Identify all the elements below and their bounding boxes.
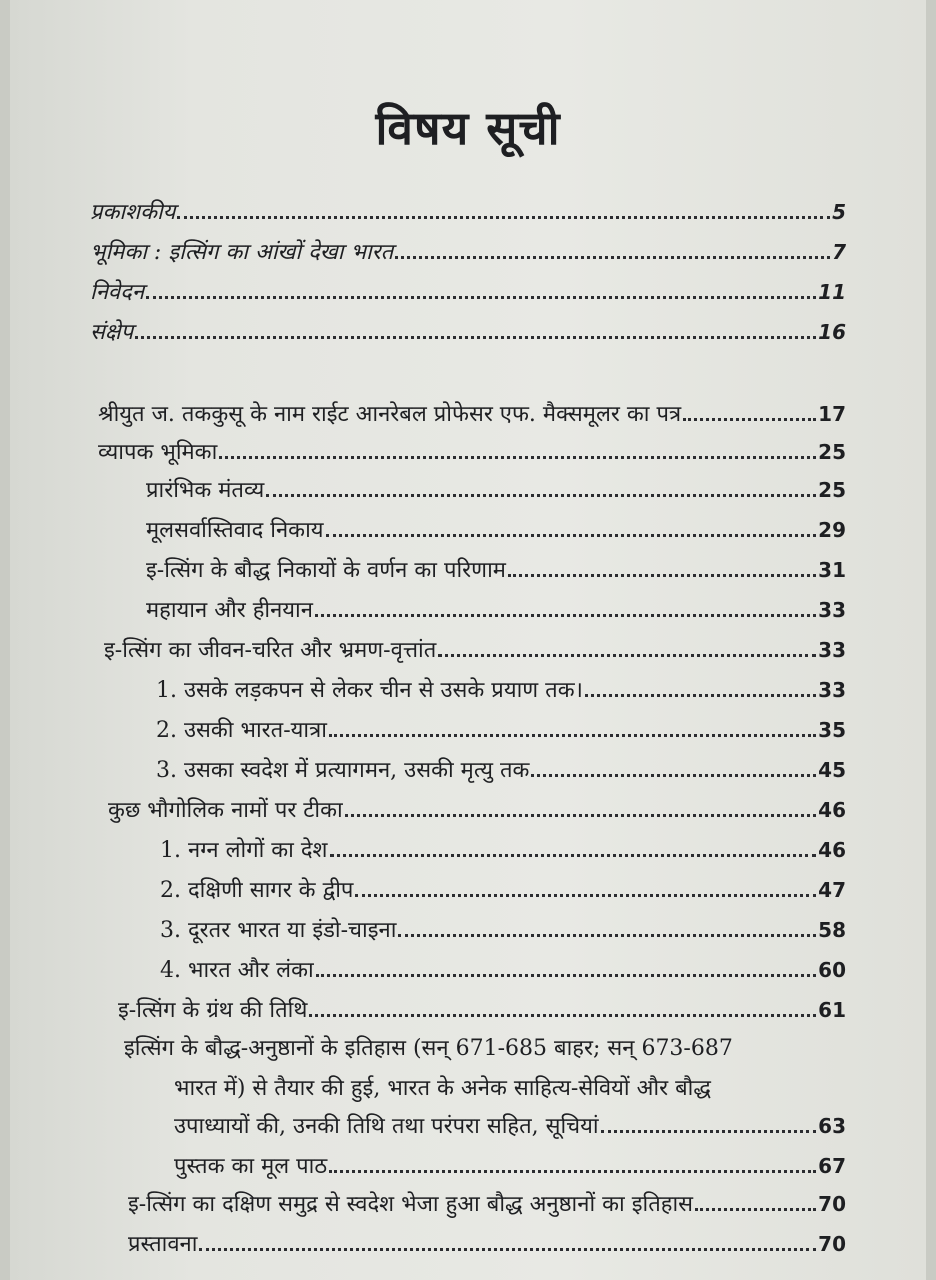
toc-entry-label: 2. दक्षिणी सागर के द्वीप [160,878,354,903]
toc-entry [128,1188,846,1218]
toc-entry-label: श्रीयुत ज. तककुसू के नाम राईट आनरेबल प्रोफेसर एफ. मैक्समूलर का पत्र [98,402,682,427]
toc-entry [98,436,846,466]
toc-entry-page: 46 [818,838,846,862]
toc-entry-page: 25 [818,478,846,502]
toc-entry-label: 1. नग्न लोगों का देश [160,838,328,863]
toc-entry [128,1228,846,1258]
leader-dots [146,294,816,299]
toc-entry-page: 33 [818,638,846,662]
toc-entry [146,474,846,504]
toc-entry-label: इ-त्सिंग के ग्रंथ की तिथि [118,998,308,1023]
toc-entry-label: कुछ भौगोलिक नामों पर टीका [108,798,343,823]
toc-entry-label: इ-त्सिंग के बौद्ध निकायों के वर्णन का परिणाम [146,558,506,583]
leader-dots [219,454,816,459]
toc-entry-page: 63 [818,1114,846,1138]
toc-entry-label: प्रकाशकीय [90,200,176,225]
page-title: विषय सूची [375,101,561,155]
leader-dots [330,852,817,857]
leader-dots [177,214,830,219]
toc-entry [174,1150,846,1180]
toc-entry-page: 47 [818,878,846,902]
toc-entry-label: उपाध्यायों की, उनकी तिथि तथा परंपरा सहित, सूचियां [174,1114,599,1139]
toc-entry-page: 60 [818,958,846,982]
toc-entry-label: व्यापक भूमिका [98,440,218,465]
leader-dots [329,1168,816,1173]
toc-entry-page: 35 [818,718,846,742]
toc-entry-label: निवेदन [90,280,145,305]
toc-entry-page: 45 [818,758,846,782]
toc-entry [160,834,846,864]
toc-entry [156,714,846,744]
toc-entry-label: प्रस्तावना [128,1232,198,1257]
toc-multiline-line3 [174,1110,846,1140]
toc-entry [90,236,846,266]
toc-entry-page: 25 [818,440,846,464]
toc-multiline-line2: भारत में) से तैयार की हुई, भारत के अनेक साहित्य-सेवियों और बौद्ध [174,1076,711,1101]
leader-dots [326,532,817,537]
leader-dots [199,1246,816,1251]
toc-entry-label: भूमिका : इत्सिंग का आंखों देखा भारत [90,240,394,265]
toc-entry-label: 3. दूरतर भारत या इंडो-चाइना [160,918,397,943]
toc-entry-label: पुस्तक का मूल पाठ [174,1154,328,1179]
toc-entry-page: 67 [818,1154,846,1178]
toc-entry-label: मूलसर्वास्तिवाद निकाय [146,518,324,543]
leader-dots [508,572,816,577]
toc-entry [90,316,846,346]
toc-entry [90,276,846,306]
toc-entry-page: 33 [818,678,846,702]
toc-entry-page: 29 [818,518,846,542]
leader-dots [316,972,816,977]
leader-dots [695,1206,816,1211]
book-page [10,0,926,1280]
toc-entry-label: महायान और हीनयान [146,598,313,623]
toc-entry [90,196,846,226]
toc-entry-page: 70 [818,1232,846,1256]
leader-dots [309,1012,816,1017]
toc-entry [156,754,846,784]
toc-entry-page: 7 [832,240,846,264]
leader-dots [266,492,816,497]
toc-entry-page: 11 [818,280,846,304]
leader-dots [438,652,816,657]
toc-entry-page: 70 [818,1192,846,1216]
leader-dots [345,812,816,817]
leader-dots [135,334,816,339]
toc-entry [146,554,846,584]
toc-entry-label: संक्षेप [90,320,134,345]
leader-dots [355,892,816,897]
leader-dots [585,692,816,697]
toc-entry [146,514,846,544]
leader-dots [315,612,816,617]
toc-multiline-line1: इत्सिंग के बौद्ध-अनुष्ठानों के इतिहास (सन् 671-685 बाहर; सन् 673-687 [124,1036,733,1061]
toc-entry-page: 31 [818,558,846,582]
leader-dots [601,1128,817,1133]
leader-dots [398,932,816,937]
toc-entry-label: इ-त्सिंग का जीवन-चरित और भ्रमण-वृत्तांत [104,638,437,663]
toc-entry-label: 3. उसका स्वदेश में प्रत्यागमन, उसकी मृत्यु तक [156,758,530,783]
toc-entry-page: 16 [818,320,846,344]
leader-dots [531,772,816,777]
toc-entry-page: 33 [818,598,846,622]
toc-entry-page: 61 [818,998,846,1022]
toc-entry-label: 1. उसके लड़कपन से लेकर चीन से उसके प्रयाण तक। [156,678,583,703]
toc-entry-label: 2. उसकी भारत-यात्रा [156,718,327,743]
toc-entry [146,594,846,624]
leader-dots [329,732,816,737]
toc-entry [98,398,846,428]
toc-entry [160,954,846,984]
leader-dots [683,416,816,421]
toc-entry [118,994,846,1024]
toc-entry-page: 58 [818,918,846,942]
toc-entry [160,874,846,904]
toc-entry-page: 5 [832,200,846,224]
toc-entry [104,634,846,664]
toc-entry-label: 4. भारत और लंका [160,958,314,983]
toc-entry [160,914,846,944]
toc-entry [108,794,846,824]
toc-entry-page: 17 [818,402,846,426]
toc-entry-label: इ-त्सिंग का दक्षिण समुद्र से स्वदेश भेजा हुआ बौद्ध अनुष्ठानों का इतिहास [128,1192,694,1217]
toc-entry [156,674,846,704]
leader-dots [395,254,830,259]
toc-entry-page: 46 [818,798,846,822]
toc-entry-label: प्रारंभिक मंतव्य [146,478,265,503]
